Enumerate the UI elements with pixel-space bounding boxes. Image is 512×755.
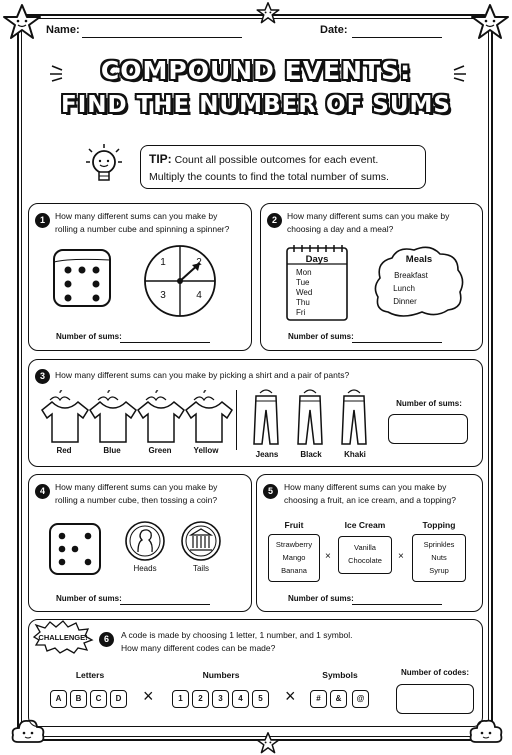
- name-label: Name:: [46, 24, 80, 36]
- coin-label: Heads: [133, 564, 157, 573]
- fruit-options: [268, 534, 320, 582]
- question-6-line-1: A code is made by choosing 1 letter, 1 number, and 1 symbol.: [121, 630, 353, 640]
- meal-item: Dinner: [393, 297, 417, 306]
- title-line-1: COMPOUND EVENTS:: [100, 56, 412, 85]
- question-number: 4: [35, 484, 50, 499]
- pants-label: Khaki: [344, 450, 366, 459]
- title-line-2: FIND THE NUMBER OF SUMS: [60, 92, 451, 118]
- number-tile: 5: [252, 690, 269, 708]
- shirt-icon: [138, 391, 184, 442]
- sparkle-icon: [48, 62, 78, 82]
- spinner-section: 3: [160, 290, 166, 301]
- divider: [236, 390, 237, 450]
- letter-tile: D: [110, 690, 127, 708]
- answer-label: Number of sums:: [288, 594, 354, 603]
- ice-cream-item: Vanilla: [354, 543, 376, 552]
- day-item: Mon: [296, 268, 312, 277]
- question-4-line-1: How many different sums can you make by: [55, 482, 218, 492]
- corner-star-icon: [470, 2, 510, 42]
- day-item: Fri: [296, 308, 306, 317]
- question-number: 6: [99, 632, 114, 647]
- question-5-line-1: How many different sums can you make by: [284, 482, 447, 492]
- question-6-line-2: How many different codes can be made?: [121, 643, 276, 653]
- pants-row: [248, 386, 378, 446]
- number-tile: 3: [212, 690, 229, 708]
- pants-label: Black: [300, 450, 322, 459]
- coin-label: Tails: [192, 564, 209, 573]
- symbol-tile: #: [310, 690, 327, 708]
- shirt-label: Red: [56, 446, 72, 455]
- answer-label: Number of sums:: [56, 594, 122, 603]
- letter-tile: A: [50, 690, 67, 708]
- number-tile: 2: [192, 690, 209, 708]
- topping-title: Topping: [422, 520, 456, 530]
- letter-tile: C: [90, 690, 107, 708]
- top-star-icon: [256, 1, 280, 25]
- topping-item: Nuts: [431, 553, 447, 562]
- letters-title: Letters: [75, 670, 105, 680]
- spinner-section: 2: [196, 257, 202, 268]
- tip-line-2: Multiply the counts to find the total number of sums.: [149, 171, 389, 183]
- answer-line-q2[interactable]: [352, 342, 442, 343]
- name-field[interactable]: [82, 37, 242, 38]
- topping-item: Sprinkles: [423, 540, 455, 549]
- bottom-star-icon: [256, 731, 280, 755]
- multiply-symbol: ×: [285, 686, 296, 706]
- day-item: Tue: [296, 278, 310, 287]
- answer-box-q3[interactable]: [388, 414, 468, 444]
- symbol-tile: &: [330, 690, 347, 708]
- answer-box-q6[interactable]: [396, 684, 474, 714]
- numbers-title: Numbers: [202, 670, 240, 680]
- multiply-symbol: ×: [398, 551, 404, 562]
- days-title: Days: [305, 254, 329, 265]
- question-1-line-2: rolling a number cube and spinning a spinner?: [55, 224, 230, 234]
- answer-line-q4[interactable]: [120, 604, 210, 605]
- shirt-label: Yellow: [193, 446, 219, 455]
- shirt-label: Green: [148, 446, 172, 455]
- fruit-item: Mango: [282, 553, 306, 562]
- challenge-badge: CHALLENGE!: [38, 633, 88, 642]
- topping-options: [412, 534, 466, 582]
- answer-label: Number of sums:: [56, 332, 122, 341]
- question-2-line-1: How many different sums can you make by: [287, 211, 450, 221]
- question-4-line-2: rolling a number cube, then tossing a coin?: [55, 495, 218, 505]
- ice-cream-title: Ice Cream: [344, 520, 386, 530]
- question-number: 5: [263, 484, 278, 499]
- spinner-icon: [140, 243, 220, 319]
- spinner-section: 1: [160, 257, 166, 268]
- multiply-symbol: ×: [143, 686, 154, 706]
- fruit-title: Fruit: [284, 520, 304, 530]
- pants-icon: [298, 390, 322, 444]
- multiply-symbol: ×: [325, 551, 331, 562]
- meal-item: Breakfast: [394, 271, 428, 280]
- letter-tile: B: [70, 690, 87, 708]
- answer-line-q5[interactable]: [352, 604, 442, 605]
- number-cube-icon: [50, 246, 116, 312]
- corner-star-icon: [2, 2, 42, 42]
- number-tile: 4: [232, 690, 249, 708]
- symbol-tile: @: [352, 690, 369, 708]
- pants-icon: [254, 390, 278, 444]
- question-number: 3: [35, 369, 50, 384]
- ice-cream-item: Chocolate: [348, 556, 382, 565]
- answer-line-q1[interactable]: [120, 342, 210, 343]
- sparkle-icon: [438, 62, 468, 82]
- question-1-line-1: How many different sums can you make by: [55, 211, 218, 221]
- fruit-item: Banana: [281, 566, 307, 575]
- date-field[interactable]: [352, 37, 442, 38]
- question-number: 2: [267, 213, 282, 228]
- tip-line-1: Count all possible outcomes for each event.: [174, 154, 379, 166]
- question-5-line-2: choosing a fruit, an ice cream, and a topping?: [284, 495, 456, 505]
- number-tile: 1: [172, 690, 189, 708]
- shirt-icon: [42, 391, 88, 442]
- question-3-text: How many different sums can you make by picking a shirt and a pair of pants?: [55, 370, 350, 380]
- meals-title: Meals: [405, 254, 433, 265]
- fruit-item: Strawberry: [275, 540, 313, 549]
- day-item: Thu: [296, 298, 310, 307]
- symbols-title: Symbols: [322, 670, 358, 680]
- topping-item: Syrup: [429, 566, 449, 575]
- question-number: 1: [35, 213, 50, 228]
- lightbulb-icon: [84, 142, 124, 192]
- meal-item: Lunch: [393, 284, 415, 293]
- ice-cream-options: [338, 536, 392, 574]
- tip-box: [140, 145, 426, 189]
- tip-label: TIP:: [149, 152, 172, 166]
- codes-answer-label: Number of codes:: [400, 668, 469, 677]
- date-label: Date:: [320, 24, 348, 36]
- coin-tails-icon: [180, 520, 222, 562]
- shirt-icon: [90, 391, 136, 442]
- question-2-line-2: choosing a day and a meal?: [287, 224, 394, 234]
- shirt-icon: [186, 391, 232, 442]
- answer-label: Number of sums:: [396, 399, 462, 408]
- shirt-label: Blue: [103, 446, 121, 455]
- day-item: Wed: [296, 288, 313, 297]
- pants-icon: [342, 390, 366, 444]
- pants-label: Jeans: [255, 450, 279, 459]
- number-cube-icon: [46, 520, 104, 578]
- answer-label: Number of sums:: [288, 332, 354, 341]
- spinner-section: 4: [196, 290, 202, 301]
- coin-heads-icon: [124, 520, 166, 562]
